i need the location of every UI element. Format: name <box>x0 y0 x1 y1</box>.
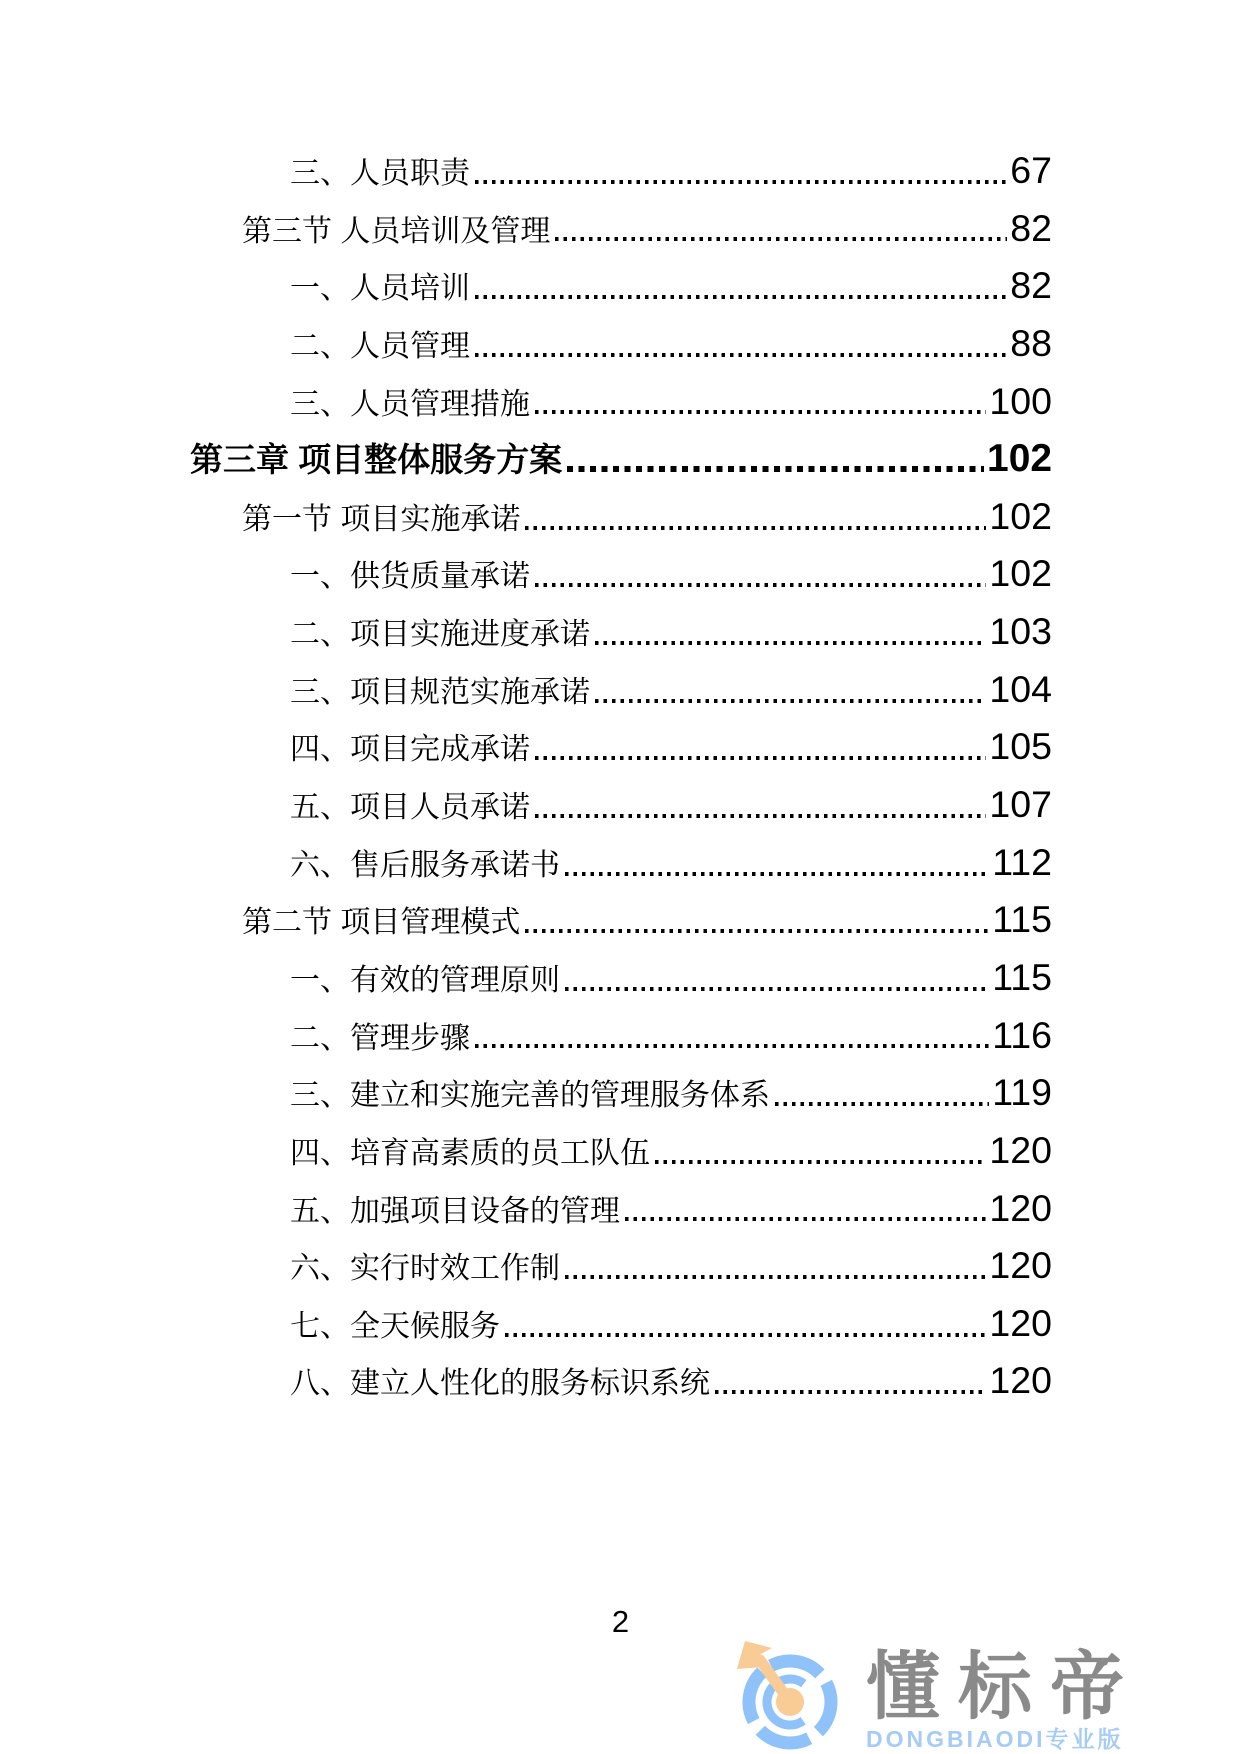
toc-leader-dots <box>567 466 984 472</box>
toc-entry-page: 107 <box>989 783 1052 826</box>
toc-leader-dots <box>565 1275 986 1279</box>
toc-entry-label: 八、建立人性化的服务标识系统 <box>290 1367 710 1401</box>
toc-entry[interactable] <box>190 1237 1052 1295</box>
toc-entry-page: 67 <box>1010 149 1052 191</box>
toc-entry-label: 三、人员职责 <box>290 157 470 190</box>
toc-entry[interactable] <box>190 200 1052 258</box>
watermark-tagline: DONGBIAODI专业版 <box>866 1726 1124 1752</box>
toc-entry-label: 六、售后服务承诺书 <box>290 848 560 882</box>
toc-entry-page: 82 <box>1010 206 1052 249</box>
toc-entry-label: 四、培育高素质的员工队伍 <box>290 1136 650 1170</box>
toc-entry[interactable] <box>190 718 1052 776</box>
toc-entry[interactable] <box>190 545 1052 603</box>
toc-entry-label: 三、人员管理措施 <box>290 387 530 421</box>
toc-entry[interactable] <box>190 834 1052 892</box>
toc-entry-page: 120 <box>989 1186 1052 1229</box>
toc-entry-page: 82 <box>1010 264 1052 307</box>
toc-entry-label: 五、项目人员承诺 <box>290 791 530 825</box>
toc-entry[interactable] <box>190 315 1052 373</box>
toc-leader-dots <box>475 180 1007 184</box>
toc-entry-page: 120 <box>989 1128 1052 1171</box>
toc-leader-dots <box>535 410 986 414</box>
toc-list <box>190 142 1052 1410</box>
toc-entry-label: 二、人员管理 <box>290 329 470 363</box>
toc-leader-dots <box>775 1102 989 1106</box>
toc-leader-dots <box>555 237 1007 241</box>
toc-entry-page: 103 <box>989 610 1052 653</box>
toc-entry[interactable] <box>190 1352 1052 1410</box>
toc-leader-dots <box>565 987 989 991</box>
toc-entry-label: 三、建立和实施完善的管理服务体系 <box>290 1079 770 1113</box>
toc-entry-label: 第一节 项目实施承诺 <box>242 502 521 536</box>
toc-entry-page: 119 <box>992 1071 1052 1114</box>
toc-leader-dots <box>625 1217 986 1221</box>
toc-leader-dots <box>655 1160 986 1164</box>
toc-entry-label: 第三章 项目整体服务方案 <box>190 441 563 479</box>
toc-leader-dots <box>535 583 986 587</box>
dongbiaodi-logo-icon <box>734 1636 838 1754</box>
toc-entry-label: 三、项目规范实施承诺 <box>290 675 590 709</box>
toc-entry[interactable] <box>190 488 1052 546</box>
toc-entry-page: 112 <box>992 840 1052 883</box>
toc-entry-page: 102 <box>989 494 1052 537</box>
toc-leader-dots <box>475 353 1007 357</box>
toc-entry-label: 一、供货质量承诺 <box>290 560 530 594</box>
toc-entry-page: 115 <box>992 898 1052 941</box>
toc-leader-dots <box>595 641 986 645</box>
toc-entry-page: 115 <box>992 955 1052 998</box>
watermark-text <box>866 1636 1142 1751</box>
toc-leader-dots <box>715 1390 986 1394</box>
toc-entry-page: 116 <box>992 1013 1052 1056</box>
toc-entry[interactable] <box>190 373 1052 431</box>
toc-entry[interactable] <box>190 1295 1052 1353</box>
toc-entry-label: 五、加强项目设备的管理 <box>290 1194 620 1228</box>
toc-entry-page: 120 <box>989 1359 1052 1402</box>
toc-entry-label: 四、项目完成承诺 <box>290 733 530 767</box>
toc-entry[interactable] <box>190 776 1052 834</box>
toc-entry-label: 七、全天候服务 <box>290 1309 500 1343</box>
toc-entry-page: 100 <box>989 379 1052 422</box>
toc-entry-page: 102 <box>987 437 1052 481</box>
toc-leader-dots <box>525 526 986 530</box>
toc-entry[interactable] <box>190 1064 1052 1122</box>
toc-leader-dots <box>565 872 989 876</box>
toc-entry-label: 一、人员培训 <box>290 272 470 306</box>
toc-entry[interactable] <box>190 1180 1052 1238</box>
toc-entry-page: 105 <box>989 725 1052 768</box>
toc-leader-dots <box>475 295 1007 299</box>
toc-entry-page: 88 <box>1010 321 1052 364</box>
toc-entry[interactable] <box>190 949 1052 1007</box>
toc-entry-label: 第三节 人员培训及管理 <box>242 214 551 248</box>
toc-entry-page: 104 <box>989 667 1052 710</box>
toc-entry-label: 第二节 项目管理模式 <box>242 906 521 940</box>
toc-leader-dots <box>535 814 986 818</box>
toc-entry-label: 二、项目实施进度承诺 <box>290 618 590 652</box>
watermark-brand: 懂标帝 <box>866 1645 1142 1728</box>
toc-entry[interactable] <box>190 1122 1052 1180</box>
toc-entry-page: 120 <box>989 1301 1052 1344</box>
toc-leader-dots <box>525 929 989 933</box>
toc-entry[interactable] <box>190 142 1052 200</box>
toc-leader-dots <box>535 756 986 760</box>
toc-entry-label: 一、有效的管理原则 <box>290 963 560 997</box>
toc-entry[interactable] <box>190 891 1052 949</box>
toc-entry-page: 120 <box>989 1244 1052 1287</box>
toc-leader-dots <box>475 1044 989 1048</box>
toc-leader-dots <box>595 699 986 703</box>
watermark <box>734 1636 1142 1754</box>
page-number: 2 <box>611 1604 630 1639</box>
toc-leader-dots <box>505 1333 986 1337</box>
toc-entry[interactable] <box>190 257 1052 315</box>
toc-entry[interactable] <box>190 661 1052 719</box>
toc-entry[interactable] <box>190 1007 1052 1065</box>
toc-entry-page: 102 <box>989 552 1052 595</box>
toc-entry[interactable] <box>190 430 1052 488</box>
toc-entry-label: 六、实行时效工作制 <box>290 1252 560 1286</box>
toc-entry[interactable] <box>190 603 1052 661</box>
toc-entry-label: 二、管理步骤 <box>290 1021 470 1055</box>
